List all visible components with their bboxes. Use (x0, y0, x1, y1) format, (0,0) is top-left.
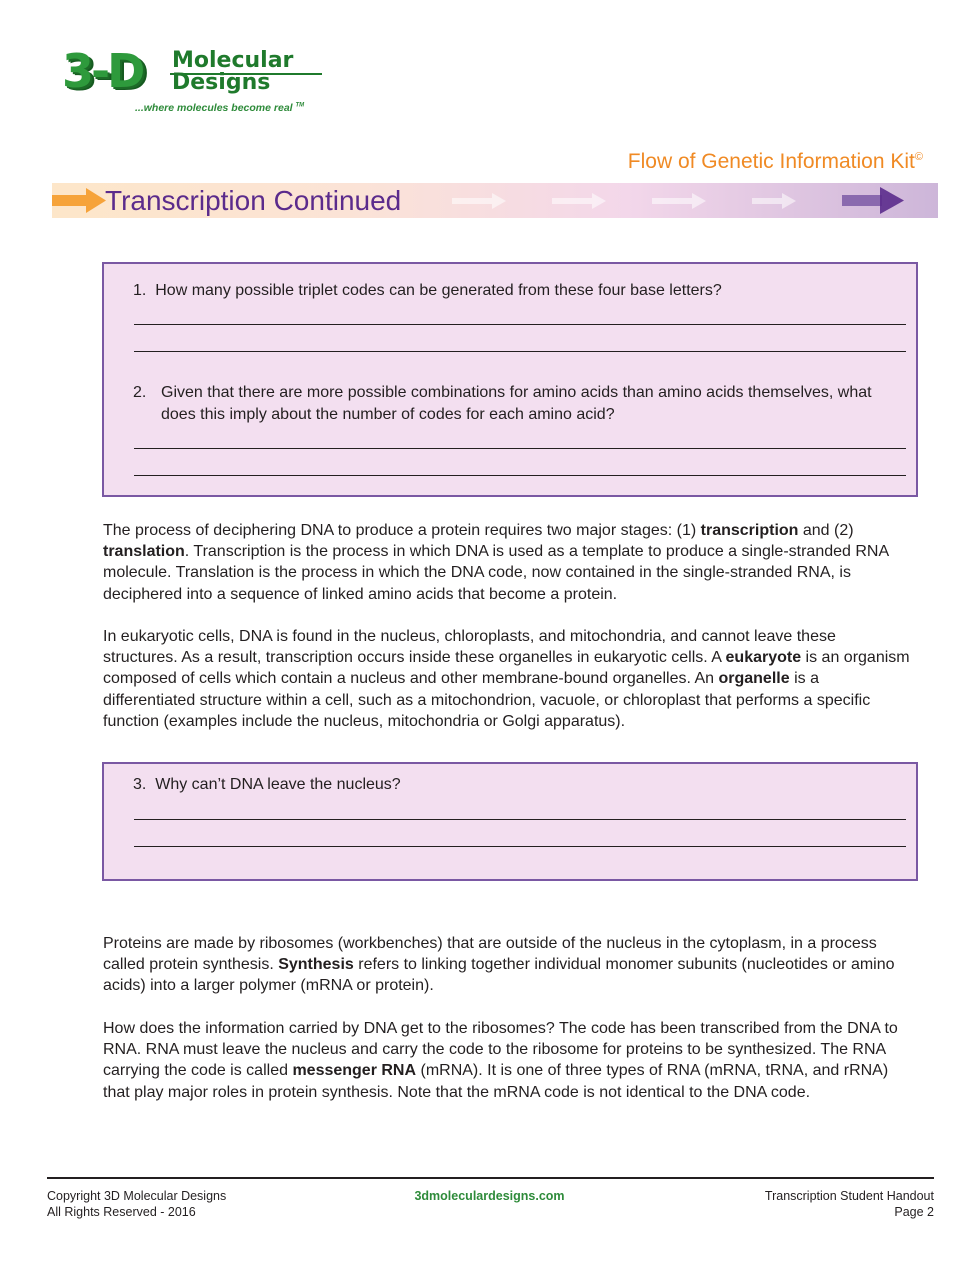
answer-line[interactable] (134, 351, 906, 352)
chevron-right-icon (592, 193, 606, 209)
logo-mark: 3-D (62, 44, 143, 98)
footer-handout-info: Transcription Student Handout Page 2 (764, 1189, 934, 1219)
paragraph-protein-synthesis: Proteins are made by ribosomes (workbenches) that are outside of the nucleus in the cytoplasm, in a process called protein synthesis. Synthesis refers to linking together individual monomer subunits (nucleotides or amino acids) into a larger polymer (mRNA or protein). (103, 935, 895, 995)
arrow-decoration-icon (842, 183, 922, 218)
banner-stripe (652, 198, 692, 204)
kit-title: Flow of Genetic Information Kit© (627, 150, 923, 173)
answer-line[interactable] (134, 324, 906, 325)
chevron-right-icon (782, 193, 796, 209)
question-box-2 (102, 762, 918, 881)
question-2: 2. Given that there are more possible combinations for amino acids than amino acids themselves, what does this imply about the number of codes for each amino acid? (133, 384, 872, 423)
paragraph-eukaryotes: In eukaryotic cells, DNA is found in the nucleus, chloroplasts, and mitochondria, and cannot leave these structures. As a result, transcription occurs inside these organelles in eukaryotic cells. A eukaryote is an organism composed of cells which contain a nucleus and other membrane-bound organelles. An organelle is a differentiated structure within a cell, such as a mitochondrion, vacuole, or chloroplast that performs a specific function (examples include the nucleus, mitochondria or Golgi apparatus). (103, 628, 910, 730)
question-box-1 (102, 262, 918, 497)
logo-tagline: ...where molecules become real ™ (135, 102, 305, 114)
answer-line[interactable] (134, 475, 906, 476)
chevron-right-icon (692, 193, 706, 209)
answer-line[interactable] (134, 448, 906, 449)
paragraph-stages: The process of deciphering DNA to produce a protein requires two major stages: (1) transcription and (2) translation. Transcription is the process in which DNA is used as a template to produce a single-stranded RNA molecule. Translation is the process in which the DNA code, now contained in the single-stranded RNA, is deciphered into a sequence of linked amino acids that become a protein. (103, 522, 889, 603)
footer-divider (47, 1177, 934, 1179)
footer-website-link[interactable]: 3dmoleculardesigns.com (414, 1189, 565, 1203)
banner-stripe (552, 198, 592, 204)
page-title: Transcription Continued (105, 185, 402, 216)
question-1: 1. How many possible triplet codes can be generated from these four base letters? (133, 282, 722, 299)
logo-word-designs: Designs (172, 70, 271, 95)
arrow-decoration-icon (52, 183, 112, 218)
logo (62, 44, 332, 124)
logo-word-molecular: Molecular (172, 48, 294, 73)
banner-stripe (452, 198, 492, 204)
paragraph-messenger-rna: How does the information carried by DNA get to the ribosomes? The code has been transcribed from the DNA to RNA. RNA must leave the nucleus and carry the code to the ribosome for proteins to be synthesized. The RNA carrying the code is called messenger RNA (mRNA). It is one of three types of RNA (mRNA, tRNA, and rRNA) that play major roles in protein synthesis. Note that the mRNA code is not identical to the DNA code. (103, 1020, 898, 1101)
footer-copyright: Copyright 3D Molecular Designs All Rights Reserved - 2016 (47, 1189, 227, 1219)
answer-line[interactable] (134, 819, 906, 820)
question-3: 3. Why can’t DNA leave the nucleus? (133, 776, 401, 793)
answer-line[interactable] (134, 846, 906, 847)
chevron-right-icon (492, 193, 506, 209)
banner-stripe (752, 198, 782, 204)
